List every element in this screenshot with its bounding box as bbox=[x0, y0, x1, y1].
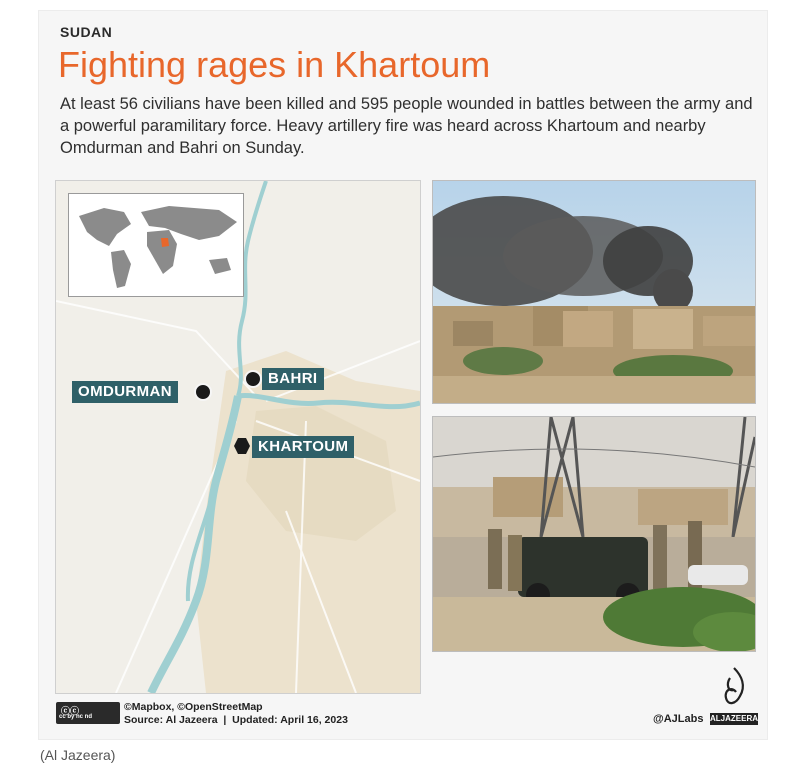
marker-omdurman[interactable] bbox=[194, 383, 212, 401]
map-panel[interactable] bbox=[55, 180, 421, 694]
australia-shape bbox=[209, 258, 231, 274]
creative-commons-badge bbox=[56, 702, 120, 724]
marker-bahri[interactable] bbox=[244, 370, 262, 388]
photo-soldiers-street bbox=[432, 416, 756, 652]
photo-smoke-over-khartoum bbox=[432, 180, 756, 404]
world-inset-map bbox=[68, 193, 244, 297]
headline: Fighting rages in Khartoum bbox=[58, 44, 491, 85]
al-jazeera-wordmark: ALJAZEERA bbox=[710, 714, 759, 723]
cc-license-text: cc by nc nd bbox=[59, 714, 93, 720]
kicker: SUDAN bbox=[60, 24, 113, 40]
cc-icon: ⓒⓒ bbox=[61, 706, 80, 716]
al-jazeera-logo-icon bbox=[718, 666, 750, 710]
dek-text: At least 56 civilians have been killed and 595 people wounded in battles between the army and a powerful paramilitary force. Heavy artillery fire was heard across Khartoum and nearby Omdurman and Bahri on Sunday. bbox=[60, 95, 753, 157]
label-bahri: BAHRI bbox=[262, 368, 324, 390]
photo-soldiers-graphic bbox=[433, 417, 755, 651]
map-credit: ©Mapbox, ©OpenStreetMap bbox=[124, 701, 263, 713]
sudan-highlight bbox=[161, 238, 169, 247]
ajlabs-handle[interactable]: @AJLabs bbox=[653, 713, 704, 725]
source-updated: Source: Al Jazeera | Updated: April 16, 2023 bbox=[124, 714, 348, 726]
label-omdurman: OMDURMAN bbox=[72, 381, 178, 403]
south-america-shape bbox=[111, 250, 131, 288]
image-caption: (Al Jazeera) bbox=[40, 747, 116, 763]
label-khartoum: KHARTOUM bbox=[252, 436, 354, 458]
world-map-graphic bbox=[69, 194, 243, 296]
photo-smoke-graphic bbox=[433, 181, 755, 403]
north-america-shape bbox=[79, 208, 131, 246]
africa-shape bbox=[147, 230, 177, 274]
